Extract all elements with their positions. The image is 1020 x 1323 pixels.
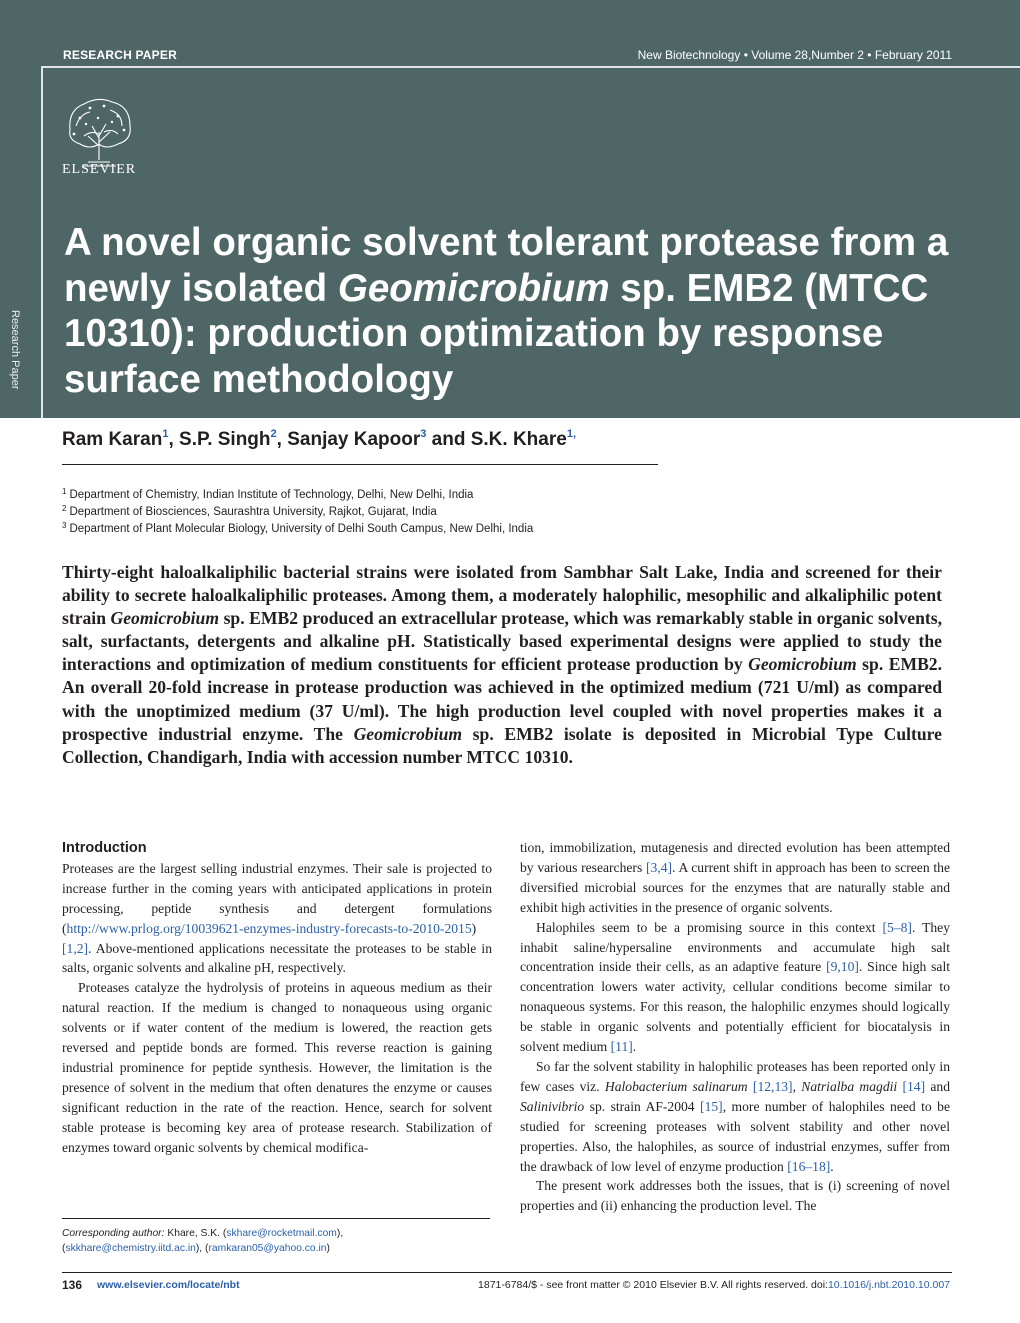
affiliation: $^3$ Department of Plant Molecular Biology, University of Delhi South Campus, New Delhi, India [62,521,534,535]
header-divider-vertical [41,66,43,418]
page-number: 136 [62,1278,83,1292]
section-heading-introduction: Introduction [62,840,147,856]
doi-link[interactable]: 10.1016/j.nbt.2010.10.007 [827,1279,950,1291]
footer-divider [62,1272,952,1273]
author-name: Ram Karan [62,429,163,450]
journal-date: February 2011 [874,48,952,62]
journal-name: New Biotechnology [637,48,741,62]
citation-link[interactable]: [3,4] [646,859,673,875]
abstract: Thirty-eight haloalkaliphilic bacterial strains were isolated from Sambhar Salt Lake, India and screened for their ability to secrete haloalkaliphilic proteases. Among them, a moderately halophilic, mesophilic and alkaliphilic potent strain Geomicrobium sp. EMB2 produced an extracellular protease, which was remarkably stable in organic solvents, salt, surfactants, detergents and alkaline pH. Statistically based experimental designs were applied to study the interactions and optimization of medium constituents for efficient protease production by Geomicrobium sp. EMB2. An overall 20-fold increase in protease production was achieved in the optimized medium (721 U/ml) as compared with the unoptimized medium (37 U/ml). The high production level coupled with novel properties makes it a prospective industrial enzyme. The Geomicrobium sp. EMB2 isolate is deposited in Microbial Type Culture Collection, Chandigarh, India with accession number MTCC 10310. [62,562,942,767]
side-tab-label: Research Paper [9,310,21,390]
email-link[interactable]: ramkaran05@yahoo.co.in [208,1243,327,1254]
citation-link[interactable]: [1,2] [62,940,89,956]
footnote-divider [62,1218,490,1219]
author-affiliation-marker[interactable]: 1, [566,428,577,440]
author-affiliation-marker[interactable]: 1 [162,428,169,440]
paragraph: Halophiles seem to be a promising source in this context [5–8]. They inhabit saline/hypersaline environments and accumulate high salt concentration inside their cells, as an adaptive feature [9,10]. Since high salt concentration lowers water activity, cellular conditions become similar to nonaqueous systems. For this reason, the halophilic enzymes should logically be stable in organic solvents and potentially efficient for biocatalysis in solvent medium [11]. [520,919,950,1055]
section-label: RESEARCH PAPER [63,48,177,62]
authors-divider [62,464,658,465]
email-link[interactable]: skhare@rocketmail.com [226,1228,337,1239]
author-name: S.K. Khare [470,429,567,450]
paragraph: So far the solvent stability in halophilic proteases has been reported only in few cases viz. Halobacterium salinarum [12,13], Natrialba magdii [14] and Salinivibrio sp. strain AF-2004 [15], more number of halophiles need to be studied for screening proteases with solvent stability and other novel properties. Also, the halophiles, as source of industrial enzymes, suffer from the drawback of low level of enzyme production [16–18]. [520,1058,951,1174]
journal-volume: Volume 28,Number 2 [751,48,864,62]
affiliation: $^1$ Department of Chemistry, Indian Institute of Technology, Delhi, New Delhi, India [62,487,474,501]
author-name: S.P. Singh [179,429,271,450]
citation-link[interactable]: [12,13] [752,1078,793,1094]
body-column-right [520,838,950,1216]
paragraph: Proteases catalyze the hydrolysis of proteins in aqueous medium as their natural reaction. If the medium is changed to nonaqueous using organic solvents or if water content of the medium is lowered, the reaction gets reversed and peptide bonds are formed. This reverse reaction is gaining industrial prominence for peptide synthesis. However, the limitation is the presence of solvent in the medium that often denatures the enzyme or causes significant reduction in the rate of the reaction. Hence, search for solvent stable protease is becoming key area of protease research. Stabilization of enzymes toward organic solvents by chemical modifica- [62,980,492,1155]
author-name: Sanjay Kapoor [287,429,421,450]
publisher-wordmark: ELSEVIER [62,162,137,177]
prlog-link[interactable]: http://www.prlog.org/10039621-enzymes-industry-forecasts-to-2010-2015 [66,920,472,936]
citation-link[interactable]: [5–8] [882,919,912,935]
author-affiliation-marker[interactable]: 2 [270,428,277,440]
title-genus: Geomicrobium [337,266,610,310]
author-affiliation-marker[interactable]: 3 [420,428,427,440]
journal-citation: New Biotechnology • Volume 28,Number 2 • February 2011 [637,48,952,62]
citation-link[interactable]: [15] [700,1098,723,1114]
citation-link[interactable]: [9,10] [826,959,859,975]
citation-link[interactable]: [11] [610,1039,633,1055]
affiliation: $^2$ Department of Biosciences, Saurashtra University, Rajkot, Gujarat, India [62,504,437,518]
paragraph: The present work addresses both the issues, that is (i) screening of novel properties and (ii) enhancing the production level. The [520,1178,950,1214]
citation-link[interactable]: [14] [902,1078,926,1094]
email-link[interactable]: skkhare@chemistry.iitd.ac.in [65,1243,196,1254]
corresponding-author-note: Corresponding author: Khare, S.K. (skhare@rocketmail.com), (skkhare@chemistry.iitd.ac.in), (ramkaran05@yahoo.co.in) [62,1228,344,1254]
body-column-left [62,838,492,1158]
header-divider-horizontal [41,66,1020,68]
article-title: A novel organic solvent tolerant protease from a newly isolated Geomicrobium sp. EMB2 (MTCC 10310): production optimization by response surface methodology [64,221,949,401]
citation-link[interactable]: [16–18] [787,1158,831,1174]
paragraph: tion, immobilization, mutagenesis and directed evolution has been attempted by various researchers [3,4]. A current shift in approach has been to screen the diversified microbial sources for the enzymes that are naturally stable and exhibit high activities in the presence of organic solvents. [520,840,950,915]
journal-website-link[interactable]: www.elsevier.com/locate/nbt [97,1279,240,1291]
author-list: Ram Karan$^1$, S.P. Singh$^2$, Sanjay Kapoor$^3$ and S.K. Khare$^{1,}$ [62,428,577,450]
side-tab [9,310,31,410]
copyright-line: 1871-6784/$ - see front matter © 2010 Elsevier B.V. All rights reserved. doi:10.1016/j.nbt.2010.10.007 [478,1279,950,1291]
paragraph: Proteases are the largest selling industrial enzymes. Their sale is projected to increase further in the coming years with anticipated applications in protein processing, peptide synthesis and detergent formulations (http://www.prlog.org/10039621-enzymes-industry-forecasts-to-2010-2015) [1,2]. Above-mentioned applications necessitate the proteases to be stable in salts, organic solvents and alkaline pH, respectively. [62,860,492,976]
